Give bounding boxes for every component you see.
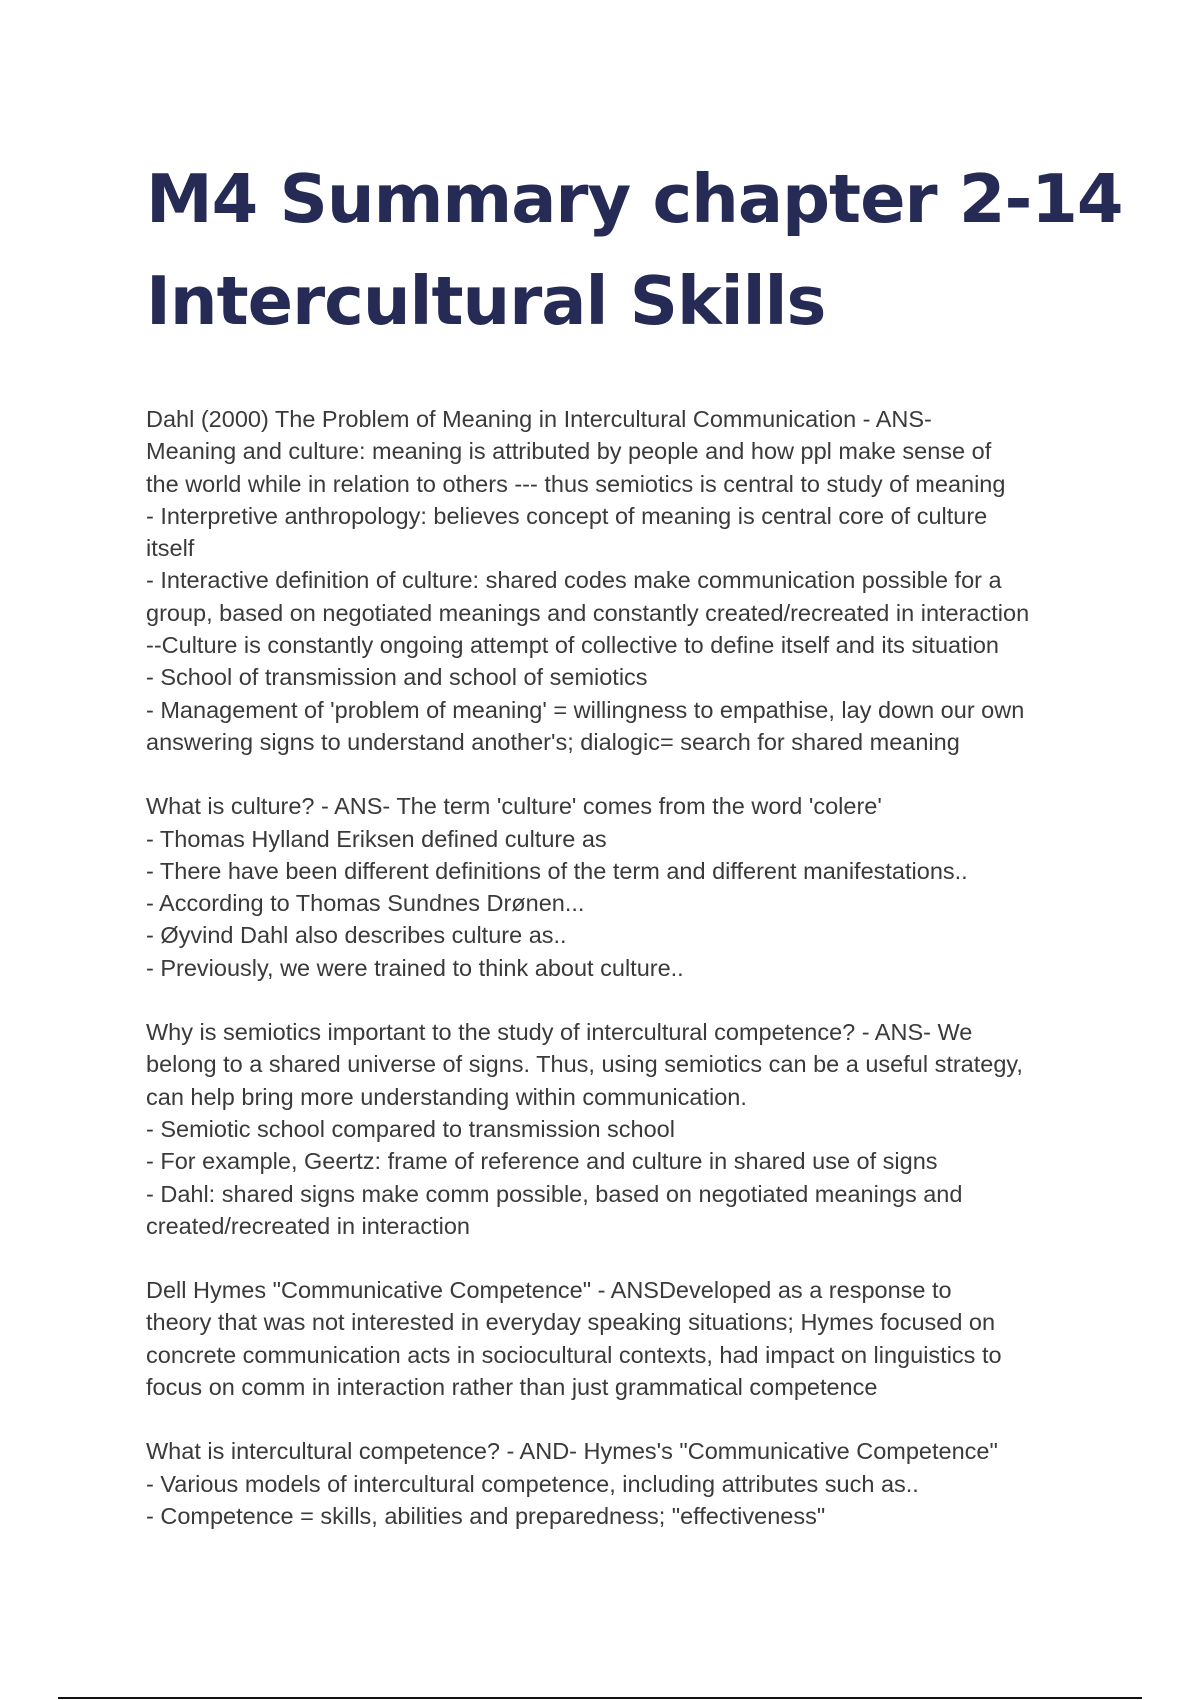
section-intercultural-competence [146, 1435, 1076, 1532]
text-line: Dahl (2000) The Problem of Meaning in Intercultural Communication - ANS- [146, 406, 932, 432]
title-line-2: Intercultural Skills [146, 262, 826, 340]
title-line-1: M4 Summary chapter 2-14 [146, 160, 1123, 238]
text-line: - Interpretive anthropology: believes concept of meaning is central core of culture [146, 502, 988, 529]
text-line: - Management of 'problem of meaning' = willingness to empathise, lay down our own [146, 696, 1025, 723]
text-line: What is culture? - ANS- The term 'culture' comes from the word 'colere' [146, 793, 882, 820]
text-line: - Thomas Hylland Eriksen defined culture as [146, 825, 607, 852]
section-dell-hymes [146, 1274, 1076, 1403]
text-line: concrete communication acts in sociocultural contexts, had impact on linguistics to [146, 1341, 1002, 1368]
text-line: Why is semiotics important to the study of intercultural competence? - ANS- We [146, 1019, 973, 1046]
text-line: - Interactive definition of culture: shared codes make communication possible for a [146, 567, 1002, 594]
text-line: Dell Hymes "Communicative Competence" - ANSDeveloped as a response to [146, 1277, 952, 1304]
text-line: - There have been different definitions of the term and different manifestations.. [146, 857, 968, 884]
text-line: theory that was not interested in everyday speaking situations; Hymes focused on [146, 1309, 996, 1336]
text-line: - Previously, we were trained to think about culture.. [146, 954, 684, 981]
text-line: itself [146, 535, 195, 562]
text-line: - Øyvind Dahl also describes culture as.. [146, 922, 567, 949]
text-line: - For example, Geertz: frame of reference and culture in shared use of signs [146, 1148, 938, 1175]
text-line: - School of transmission and school of semiotics [146, 664, 648, 691]
text-line: can help bring more understanding within communication. [146, 1083, 747, 1110]
text-line: - Competence = skills, abilities and preparedness; "effectiveness" [146, 1502, 826, 1529]
text-line: focus on comm in interaction rather than just grammatical competence [146, 1374, 878, 1401]
text-line: group, based on negotiated meanings and constantly created/recreated in interaction [146, 599, 1030, 626]
text-line: belong to a shared universe of signs. Thus, using semiotics can be a useful strategy, [146, 1051, 1023, 1078]
text-line: --Culture is constantly ongoing attempt of collective to define itself and its situation [146, 632, 999, 659]
text-line: - Semiotic school compared to transmission school [146, 1115, 675, 1142]
page-divider [58, 1697, 1142, 1699]
text-line: created/recreated in interaction [146, 1212, 470, 1239]
text-line: Meaning and culture: meaning is attributed by people and how ppl make sense of [146, 438, 992, 465]
text-line: What is intercultural competence? - AND- Hymes's "Communicative Competence" [146, 1438, 998, 1465]
section-dahl-problem-of-meaning [146, 403, 1076, 758]
document-body [146, 403, 1076, 1564]
text-line: answering signs to understand another's; dialogic= search for shared meaning [146, 728, 960, 755]
section-what-is-culture [146, 790, 1076, 984]
text-line: - Various models of intercultural competence, including attributes such as.. [146, 1470, 919, 1497]
text-line: the world while in relation to others --- thus semiotics is central to study of meaning [146, 470, 1006, 497]
document-title [146, 148, 1123, 352]
text-line: - Dahl: shared signs make comm possible, based on negotiated meanings and [146, 1180, 963, 1207]
section-why-semiotics [146, 1016, 1076, 1242]
text-line: - According to Thomas Sundnes Drønen... [146, 890, 585, 917]
